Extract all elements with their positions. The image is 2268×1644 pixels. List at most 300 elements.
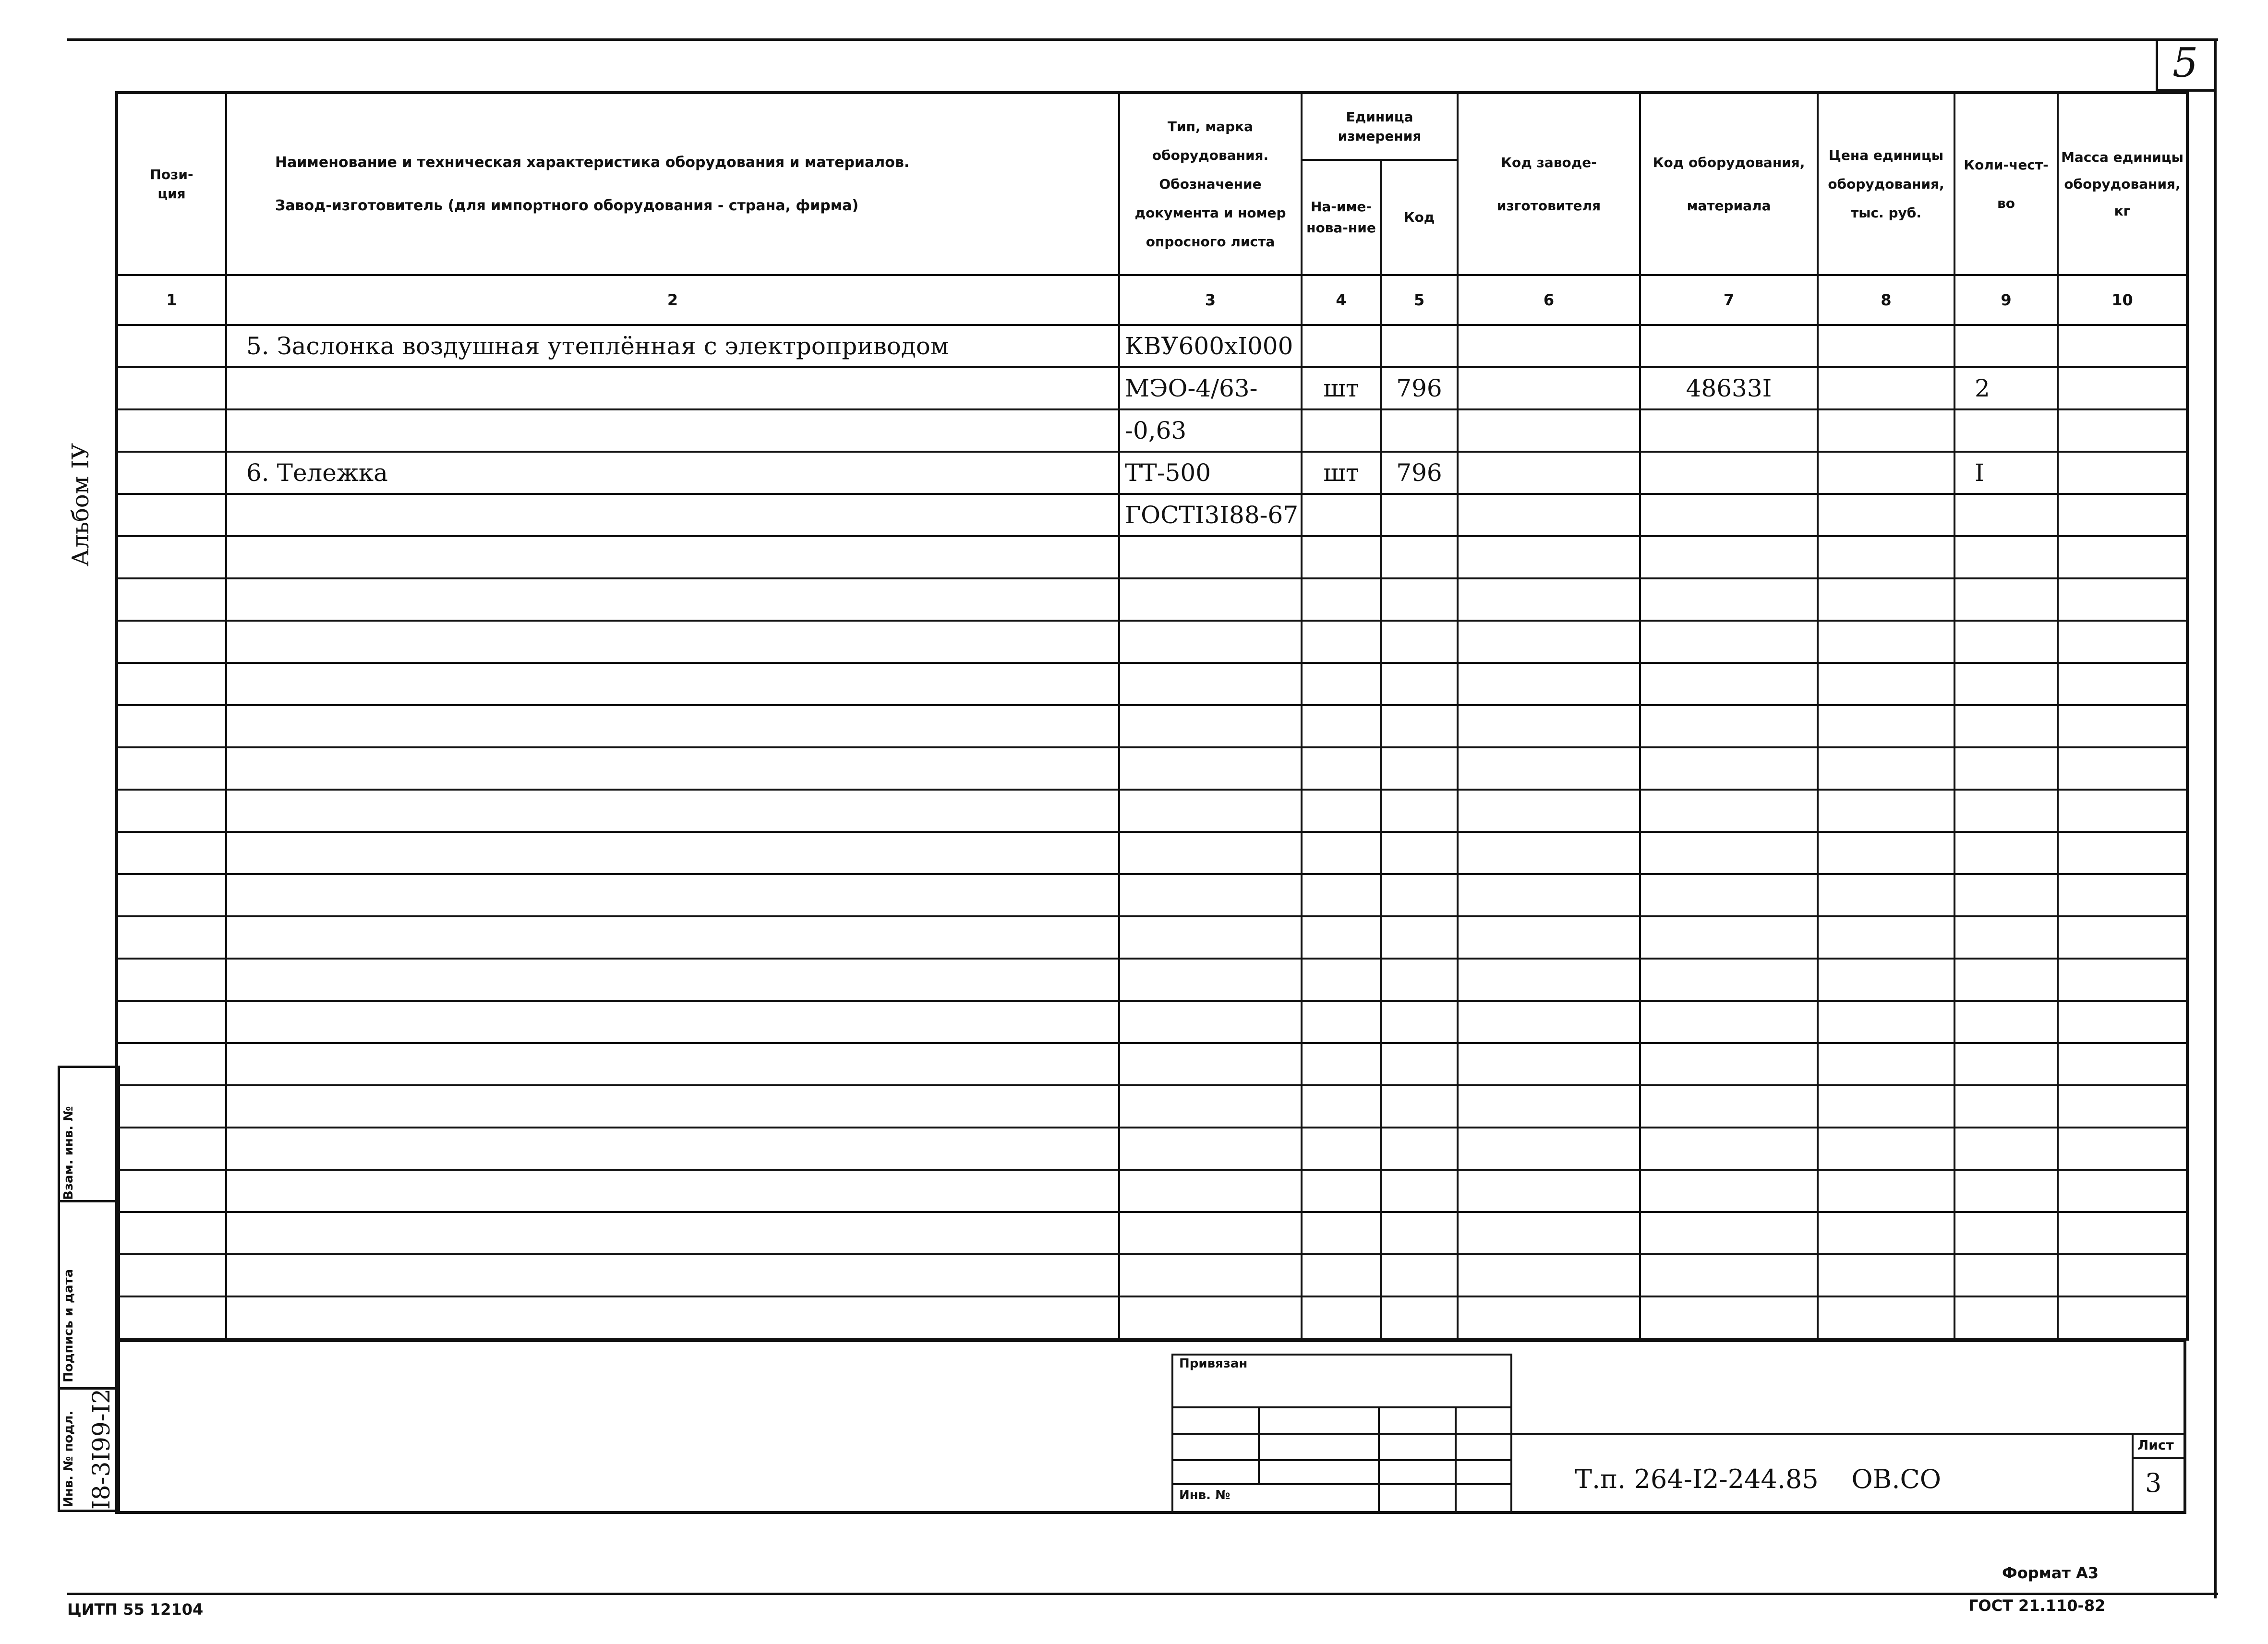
- unit-code-cell: [1381, 578, 1458, 621]
- unit-cell: [1302, 409, 1381, 452]
- equip-code-cell: [1640, 1043, 1818, 1085]
- type-cell: ГОСТI3I88-67: [1119, 494, 1302, 536]
- pos-cell: [117, 705, 226, 747]
- plant-code-cell: [1458, 621, 1640, 663]
- table-row: [117, 367, 2187, 409]
- mass-cell: [2058, 494, 2187, 536]
- unit-cell: [1302, 747, 1381, 790]
- empty-row: [117, 1085, 2187, 1128]
- name-cell: [226, 621, 1119, 663]
- price-cell: [1818, 1128, 1954, 1170]
- mass-cell: [2058, 1170, 2187, 1212]
- price-cell: [1818, 1170, 1954, 1212]
- header-mass: Масса единицы оборудования, кг: [2058, 93, 2187, 275]
- unit-cell: шт: [1302, 367, 1381, 409]
- unit-cell: [1302, 1254, 1381, 1296]
- name-cell: [226, 832, 1119, 874]
- privyazan-label: Привязан: [1179, 1356, 1248, 1371]
- spec-table: [115, 91, 2189, 1341]
- header-equip-code: Код оборудования, материала: [1640, 93, 1818, 275]
- price-cell: [1818, 578, 1954, 621]
- unit-cell: [1302, 494, 1381, 536]
- qty-cell: [1954, 1254, 2058, 1296]
- qty-cell: [1954, 1212, 2058, 1254]
- plant-code-cell: [1458, 1001, 1640, 1043]
- pos-cell: [117, 452, 226, 494]
- plant-code-cell: [1458, 832, 1640, 874]
- unit-code-cell: [1381, 959, 1458, 1001]
- price-cell: [1818, 409, 1954, 452]
- price-cell: [1818, 832, 1954, 874]
- mass-cell: [2058, 621, 2187, 663]
- pos-cell: [117, 1085, 226, 1128]
- price-cell: [1818, 959, 1954, 1001]
- price-cell: [1818, 1043, 1954, 1085]
- equip-code-cell: [1640, 1254, 1818, 1296]
- plant-code-cell: [1458, 916, 1640, 959]
- titleblock-left: [115, 1339, 118, 1514]
- plant-code-cell: [1458, 409, 1640, 452]
- qty-cell: [1954, 621, 2058, 663]
- vzam-label: Взам. инв. №: [61, 1106, 76, 1200]
- table-row: [117, 325, 2187, 367]
- mass-cell: [2058, 367, 2187, 409]
- plant-code-cell: [1458, 705, 1640, 747]
- name-cell: [226, 1128, 1119, 1170]
- type-cell: [1119, 705, 1302, 747]
- column-number: 4: [1302, 275, 1381, 325]
- price-cell: [1818, 747, 1954, 790]
- price-cell: [1818, 494, 1954, 536]
- unit-cell: [1302, 916, 1381, 959]
- pos-cell: [117, 1212, 226, 1254]
- price-cell: [1818, 663, 1954, 705]
- plant-code-cell: [1458, 663, 1640, 705]
- stamp-line: [1378, 1406, 1380, 1513]
- unit-cell: [1302, 663, 1381, 705]
- pos-cell: [117, 409, 226, 452]
- price-cell: [1818, 874, 1954, 916]
- name-cell: 5. Заслонка воздушная утеплённая с электроприводом: [226, 325, 1119, 367]
- empty-row: [117, 1170, 2187, 1212]
- titleblock-top: [115, 1339, 2184, 1342]
- type-cell: МЭО-4/63-: [1119, 367, 1302, 409]
- type-cell: [1119, 1212, 1302, 1254]
- empty-row: [117, 578, 2187, 621]
- unit-code-cell: [1381, 1254, 1458, 1296]
- mass-cell: [2058, 1128, 2187, 1170]
- mass-cell: [2058, 705, 2187, 747]
- unit-code-cell: [1381, 325, 1458, 367]
- empty-row: [117, 1043, 2187, 1085]
- name-cell: [226, 663, 1119, 705]
- pos-cell: [117, 916, 226, 959]
- unit-cell: [1302, 790, 1381, 832]
- header-unit-code: Код: [1381, 160, 1458, 275]
- type-cell: [1119, 1043, 1302, 1085]
- type-cell: [1119, 1085, 1302, 1128]
- plant-code-cell: [1458, 452, 1640, 494]
- column-number: 5: [1381, 275, 1458, 325]
- unit-cell: шт: [1302, 452, 1381, 494]
- equip-code-cell: [1640, 1085, 1818, 1128]
- qty-cell: [1954, 494, 2058, 536]
- price-cell: [1818, 621, 1954, 663]
- price-cell: [1818, 1296, 1954, 1339]
- unit-code-cell: [1381, 494, 1458, 536]
- footer-left: ЦИТП 55 12104: [67, 1600, 204, 1619]
- type-cell: [1119, 578, 1302, 621]
- inv-no-label: Инв. №: [1179, 1488, 1231, 1502]
- name-cell: [226, 1254, 1119, 1296]
- unit-code-cell: [1381, 790, 1458, 832]
- name-cell: [226, 1170, 1119, 1212]
- equip-code-cell: [1640, 536, 1818, 578]
- equip-code-cell: [1640, 578, 1818, 621]
- pos-cell: [117, 874, 226, 916]
- plant-code-cell: [1458, 874, 1640, 916]
- pos-cell: [117, 1128, 226, 1170]
- equip-code-cell: [1640, 325, 1818, 367]
- column-number: 1: [117, 275, 226, 325]
- equip-code-cell: 48633I: [1640, 367, 1818, 409]
- unit-code-cell: [1381, 1085, 1458, 1128]
- pos-cell: [117, 494, 226, 536]
- unit-code-cell: [1381, 832, 1458, 874]
- pos-cell: [117, 1170, 226, 1212]
- column-number: 3: [1119, 275, 1302, 325]
- plant-code-cell: [1458, 1254, 1640, 1296]
- name-cell: [226, 409, 1119, 452]
- mass-cell: [2058, 874, 2187, 916]
- name-cell: [226, 1043, 1119, 1085]
- unit-code-cell: [1381, 1296, 1458, 1339]
- mass-cell: [2058, 663, 2187, 705]
- inv-podl-value: I8-3I99-I2: [87, 1388, 115, 1510]
- type-cell: [1119, 1001, 1302, 1043]
- unit-cell: [1302, 959, 1381, 1001]
- price-cell: [1818, 1254, 1954, 1296]
- pos-cell: [117, 325, 226, 367]
- column-number: 8: [1818, 275, 1954, 325]
- qty-cell: [1954, 832, 2058, 874]
- type-cell: [1119, 747, 1302, 790]
- qty-cell: [1954, 663, 2058, 705]
- equip-code-cell: [1640, 790, 1818, 832]
- page-number-box: [2156, 41, 2216, 92]
- plant-code-cell: [1458, 1128, 1640, 1170]
- type-cell: [1119, 832, 1302, 874]
- table-row: [117, 494, 2187, 536]
- unit-code-cell: [1381, 705, 1458, 747]
- equip-code-cell: [1640, 1128, 1818, 1170]
- plant-code-cell: [1458, 494, 1640, 536]
- podpis-label: Подпись и дата: [61, 1269, 76, 1382]
- type-cell: ТТ-500: [1119, 452, 1302, 494]
- plant-code-cell: [1458, 367, 1640, 409]
- sheet-label: Лист: [2137, 1437, 2174, 1453]
- qty-cell: [1954, 325, 2058, 367]
- header-name: Наименование и техническая характеристика оборудования и материалов. Завод-изготовитель (для импортного оборудования - страна, фирма): [226, 93, 1119, 275]
- mass-cell: [2058, 747, 2187, 790]
- album-label: Альбом IУ: [67, 443, 94, 566]
- top-rule: [67, 38, 2218, 41]
- name-cell: [226, 536, 1119, 578]
- pos-cell: [117, 1296, 226, 1339]
- empty-row: [117, 1212, 2187, 1254]
- plant-code-cell: [1458, 578, 1640, 621]
- price-cell: [1818, 536, 1954, 578]
- type-cell: [1119, 959, 1302, 1001]
- plant-code-cell: [1458, 536, 1640, 578]
- mass-cell: [2058, 790, 2187, 832]
- column-number: 10: [2058, 275, 2187, 325]
- unit-code-cell: [1381, 1128, 1458, 1170]
- column-number: 9: [1954, 275, 2058, 325]
- price-cell: [1818, 790, 1954, 832]
- titleblock-bottom: [115, 1511, 2184, 1514]
- table-row: [117, 409, 2187, 452]
- type-cell: [1119, 663, 1302, 705]
- empty-row: [117, 790, 2187, 832]
- unit-code-cell: [1381, 1043, 1458, 1085]
- empty-row: [117, 747, 2187, 790]
- column-number: 2: [226, 275, 1119, 325]
- page-number: 5: [2172, 39, 2198, 86]
- unit-cell: [1302, 874, 1381, 916]
- empty-row: [117, 621, 2187, 663]
- pos-cell: [117, 621, 226, 663]
- pos-cell: [117, 367, 226, 409]
- pos-cell: [117, 1001, 226, 1043]
- name-cell: [226, 790, 1119, 832]
- type-cell: [1119, 916, 1302, 959]
- type-cell: -0,63: [1119, 409, 1302, 452]
- empty-row: [117, 959, 2187, 1001]
- equip-code-cell: [1640, 621, 1818, 663]
- qty-cell: [1954, 536, 2058, 578]
- plant-code-cell: [1458, 1170, 1640, 1212]
- name-cell: [226, 747, 1119, 790]
- mass-cell: [2058, 959, 2187, 1001]
- qty-cell: [1954, 874, 2058, 916]
- pos-cell: [117, 790, 226, 832]
- column-number: 7: [1640, 275, 1818, 325]
- right-frame: [2214, 38, 2217, 1598]
- stamp-line: [1258, 1406, 1260, 1483]
- type-cell: [1119, 1170, 1302, 1212]
- price-cell: [1818, 452, 1954, 494]
- type-cell: [1119, 621, 1302, 663]
- unit-cell: [1302, 578, 1381, 621]
- mass-cell: [2058, 1043, 2187, 1085]
- mass-cell: [2058, 1254, 2187, 1296]
- mass-cell: [2058, 1296, 2187, 1339]
- qty-cell: [1954, 790, 2058, 832]
- equip-code-cell: [1640, 663, 1818, 705]
- sheet-line: [2132, 1457, 2185, 1459]
- unit-cell: [1302, 1043, 1381, 1085]
- unit-cell: [1302, 1170, 1381, 1212]
- qty-cell: [1954, 409, 2058, 452]
- stamp-line: [1171, 1433, 1512, 1435]
- unit-cell: [1302, 1001, 1381, 1043]
- stamp-line: [1171, 1406, 1512, 1408]
- table-row: [117, 452, 2187, 494]
- plant-code-cell: [1458, 1043, 1640, 1085]
- name-cell: [226, 916, 1119, 959]
- unit-code-cell: [1381, 536, 1458, 578]
- header-plant-code: Код заводе-изготовителя: [1458, 93, 1640, 275]
- pos-cell: [117, 663, 226, 705]
- qty-cell: [1954, 1001, 2058, 1043]
- mass-cell: [2058, 916, 2187, 959]
- type-cell: КВУ600хI000: [1119, 325, 1302, 367]
- unit-code-cell: [1381, 1170, 1458, 1212]
- qty-cell: [1954, 705, 2058, 747]
- qty-cell: [1954, 747, 2058, 790]
- type-cell: [1119, 1128, 1302, 1170]
- footer-format: Формат А3: [2002, 1564, 2099, 1582]
- price-cell: [1818, 367, 1954, 409]
- unit-cell: [1302, 1085, 1381, 1128]
- unit-cell: [1302, 1212, 1381, 1254]
- qty-cell: [1954, 959, 2058, 1001]
- plant-code-cell: [1458, 1212, 1640, 1254]
- pos-cell: [117, 747, 226, 790]
- empty-row: [117, 663, 2187, 705]
- type-cell: [1119, 874, 1302, 916]
- qty-cell: [1954, 1296, 2058, 1339]
- mass-cell: [2058, 536, 2187, 578]
- header-pos: Пози- ция: [117, 93, 226, 275]
- equip-code-cell: [1640, 747, 1818, 790]
- unit-cell: [1302, 1128, 1381, 1170]
- type-cell: [1119, 536, 1302, 578]
- document-designation: Т.п. 264-I2-244.85 ОВ.СО: [1575, 1464, 1942, 1494]
- unit-code-cell: [1381, 747, 1458, 790]
- mass-cell: [2058, 325, 2187, 367]
- unit-cell: [1302, 621, 1381, 663]
- inv-podl-label: Инв. № подл.: [61, 1410, 76, 1507]
- name-cell: [226, 874, 1119, 916]
- pos-cell: [117, 832, 226, 874]
- column-number: 6: [1458, 275, 1640, 325]
- equip-code-cell: [1640, 874, 1818, 916]
- price-cell: [1818, 1085, 1954, 1128]
- equip-code-cell: [1640, 452, 1818, 494]
- pos-cell: [117, 1043, 226, 1085]
- equip-code-cell: [1640, 1170, 1818, 1212]
- mass-cell: [2058, 1212, 2187, 1254]
- price-cell: [1818, 325, 1954, 367]
- empty-row: [117, 1254, 2187, 1296]
- equip-code-cell: [1640, 1212, 1818, 1254]
- name-cell: [226, 1085, 1119, 1128]
- pos-cell: [117, 1254, 226, 1296]
- qty-cell: [1954, 1170, 2058, 1212]
- unit-code-cell: 796: [1381, 367, 1458, 409]
- unit-code-cell: [1381, 663, 1458, 705]
- header-price: Цена единицы оборудования, тыс. руб.: [1818, 93, 1954, 275]
- equip-code-cell: [1640, 1001, 1818, 1043]
- equip-code-cell: [1640, 494, 1818, 536]
- name-cell: [226, 959, 1119, 1001]
- mass-cell: [2058, 409, 2187, 452]
- unit-code-cell: 796: [1381, 452, 1458, 494]
- unit-cell: [1302, 1296, 1381, 1339]
- type-cell: [1119, 1254, 1302, 1296]
- mass-cell: [2058, 578, 2187, 621]
- unit-cell: [1302, 705, 1381, 747]
- stamp-line: [1455, 1406, 1457, 1513]
- qty-cell: I: [1954, 452, 2058, 494]
- unit-code-cell: [1381, 409, 1458, 452]
- name-cell: [226, 705, 1119, 747]
- pos-cell: [117, 959, 226, 1001]
- price-cell: [1818, 1212, 1954, 1254]
- plant-code-cell: [1458, 959, 1640, 1001]
- stamp-line: [1171, 1483, 1512, 1485]
- equip-code-cell: [1640, 409, 1818, 452]
- unit-cell: [1302, 832, 1381, 874]
- name-cell: [226, 578, 1119, 621]
- empty-row: [117, 705, 2187, 747]
- name-cell: 6. Тележка: [226, 452, 1119, 494]
- plant-code-cell: [1458, 1296, 1640, 1339]
- mass-cell: [2058, 1001, 2187, 1043]
- header-unit-name: На-име-нова-ние: [1302, 160, 1381, 275]
- header-type: Тип, марка оборудования. Обозначение документа и номер опросного листа: [1119, 93, 1302, 275]
- name-cell: [226, 1212, 1119, 1254]
- name-cell: [226, 1296, 1119, 1339]
- equip-code-cell: [1640, 959, 1818, 1001]
- equip-code-cell: [1640, 916, 1818, 959]
- name-cell: [226, 367, 1119, 409]
- qty-cell: [1954, 916, 2058, 959]
- equip-code-cell: [1640, 705, 1818, 747]
- name-cell: [226, 1001, 1119, 1043]
- footer-gost: ГОСТ 21.110-82: [1968, 1596, 2106, 1615]
- mass-cell: [2058, 1085, 2187, 1128]
- unit-code-cell: [1381, 1001, 1458, 1043]
- empty-row: [117, 536, 2187, 578]
- bottom-rule: [67, 1593, 2218, 1595]
- empty-row: [117, 1296, 2187, 1339]
- name-cell: [226, 494, 1119, 536]
- type-cell: [1119, 1296, 1302, 1339]
- sheet-number: 3: [2145, 1468, 2162, 1498]
- unit-code-cell: [1381, 916, 1458, 959]
- qty-cell: [1954, 1128, 2058, 1170]
- empty-row: [117, 916, 2187, 959]
- unit-code-cell: [1381, 1212, 1458, 1254]
- price-cell: [1818, 1001, 1954, 1043]
- unit-code-cell: [1381, 621, 1458, 663]
- unit-cell: [1302, 536, 1381, 578]
- empty-row: [117, 1001, 2187, 1043]
- empty-row: [117, 874, 2187, 916]
- qty-cell: 2: [1954, 367, 2058, 409]
- pos-cell: [117, 578, 226, 621]
- qty-cell: [1954, 1085, 2058, 1128]
- qty-cell: [1954, 578, 2058, 621]
- mass-cell: [2058, 452, 2187, 494]
- equip-code-cell: [1640, 832, 1818, 874]
- mass-cell: [2058, 832, 2187, 874]
- empty-row: [117, 1128, 2187, 1170]
- plant-code-cell: [1458, 1085, 1640, 1128]
